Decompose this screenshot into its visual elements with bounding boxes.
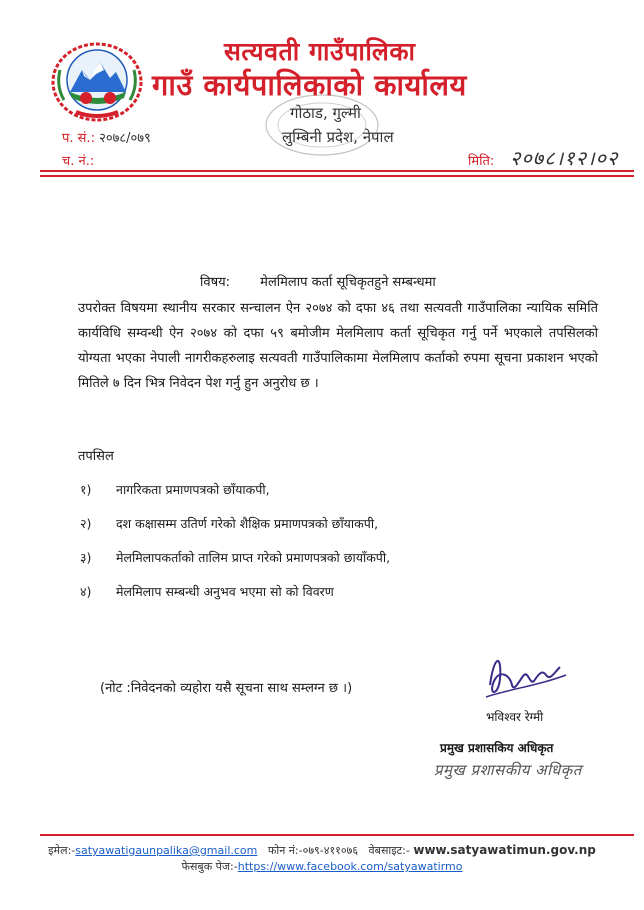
- date-label: मिति:: [468, 154, 495, 169]
- facebook-label: फेसबुक पेज:-: [181, 860, 238, 873]
- list-item-number: ३): [80, 550, 92, 565]
- email-link[interactable]: satyawatigaunpalika@gmail.com: [75, 844, 258, 857]
- list-item-text: दश कक्षासम्म उतिर्ण गरेको शैक्षिक प्रमाणपत्रको छाँयाकपी,: [116, 516, 379, 531]
- address-province: लुम्बिनी प्रदेश, नेपाल: [282, 128, 394, 146]
- signature: [480, 645, 570, 710]
- phone-number: ०७९-४११०७६: [302, 844, 359, 857]
- header-rule-2: [40, 175, 634, 177]
- signatory-title: प्रमुख प्रशासकिय अधिकृत: [440, 741, 554, 755]
- list-item-text: मेलमिलापकर्ताको तालिम प्राप्त गरेको प्रमाणपत्रको छायाँकपी,: [116, 550, 391, 565]
- footer-contact: [0, 843, 644, 858]
- email-label: इमेल:-: [48, 844, 76, 857]
- list-item: [80, 515, 378, 532]
- subject-label: विषय:: [200, 275, 231, 290]
- website-link[interactable]: www.satyawatimun.gov.np: [413, 843, 596, 857]
- date-value: २०७८।१२।०२: [510, 146, 619, 170]
- website-label: वेबसाइट:-: [368, 844, 410, 857]
- reference-number: [62, 128, 151, 146]
- header-rule: [40, 170, 634, 172]
- ref-label: प. सं.:: [62, 131, 95, 146]
- tapsil-heading: तपसिल: [78, 449, 114, 464]
- ref-value: २०७८/०७९: [99, 131, 151, 146]
- list-item: [80, 583, 334, 600]
- list-item-number: २): [80, 516, 92, 531]
- list-item-text: नागरिकता प्रमाणपत्रको छाँयाकपी,: [116, 482, 270, 497]
- notice-body: उपरोक्त विषयमा स्थानीय सरकार सन्चालन ऐन २०७४ को दफा ४६ तथा सत्यवती गाउँपालिका न्यायिक समिति कार्यविधि सम्वन्धी ऐन २०७४ को दफा ५९ बमोजीम मेलमिलाप कर्ता सूचिकृत गर्नु पर्ने भएकाले तपसिलको योग्यता भएका नेपाली नागरीकहरुलाइ सत्यवती गाउँपालिकामा मेलमिलाप कर्ताको रुपमा सूचना प्रकाशन भएको मितिले ७ दिन भित्र निवेदन पेश गर्नु हुन अनुरोध छ ।: [78, 301, 598, 391]
- municipality-name: सत्यवती गाउँपालिका: [224, 37, 416, 66]
- list-item: [80, 549, 390, 566]
- note-text: (नोट :निवेदनको व्यहोरा यसै सूचना साथ सम्लग्न छ ।): [100, 681, 353, 696]
- signatory-name: भविश्वर रेग्मी: [486, 710, 544, 724]
- cha-label: च. नं.:: [62, 154, 95, 169]
- nepal-emblem-logo: [50, 40, 144, 122]
- footer-rule: [40, 834, 634, 836]
- dispatch-number: [62, 151, 94, 169]
- address-district: गोठाड, गुल्मी: [290, 104, 361, 122]
- phone-label: फोन नं:-: [267, 844, 303, 857]
- footer-facebook: [0, 859, 644, 874]
- list-item-text: मेलमिलाप सम्बन्धी अनुभव भएमा सो को विवरण: [116, 584, 334, 599]
- list-item-number: ४): [80, 584, 92, 599]
- office-name: गाउँ कार्यपालिकाको कार्यालय: [152, 68, 467, 102]
- list-item-number: १): [80, 482, 92, 497]
- facebook-link[interactable]: https://www.facebook.com/satyawatirmo: [237, 860, 463, 873]
- subject-line: [200, 272, 436, 290]
- subject-text: मेलमिलाप कर्ता सूचिकृतहुने सम्बन्धमा: [260, 275, 436, 290]
- designation-stamp: प्रमुख प्रशासकीय अधिकृत: [434, 761, 582, 779]
- list-item: [80, 481, 270, 498]
